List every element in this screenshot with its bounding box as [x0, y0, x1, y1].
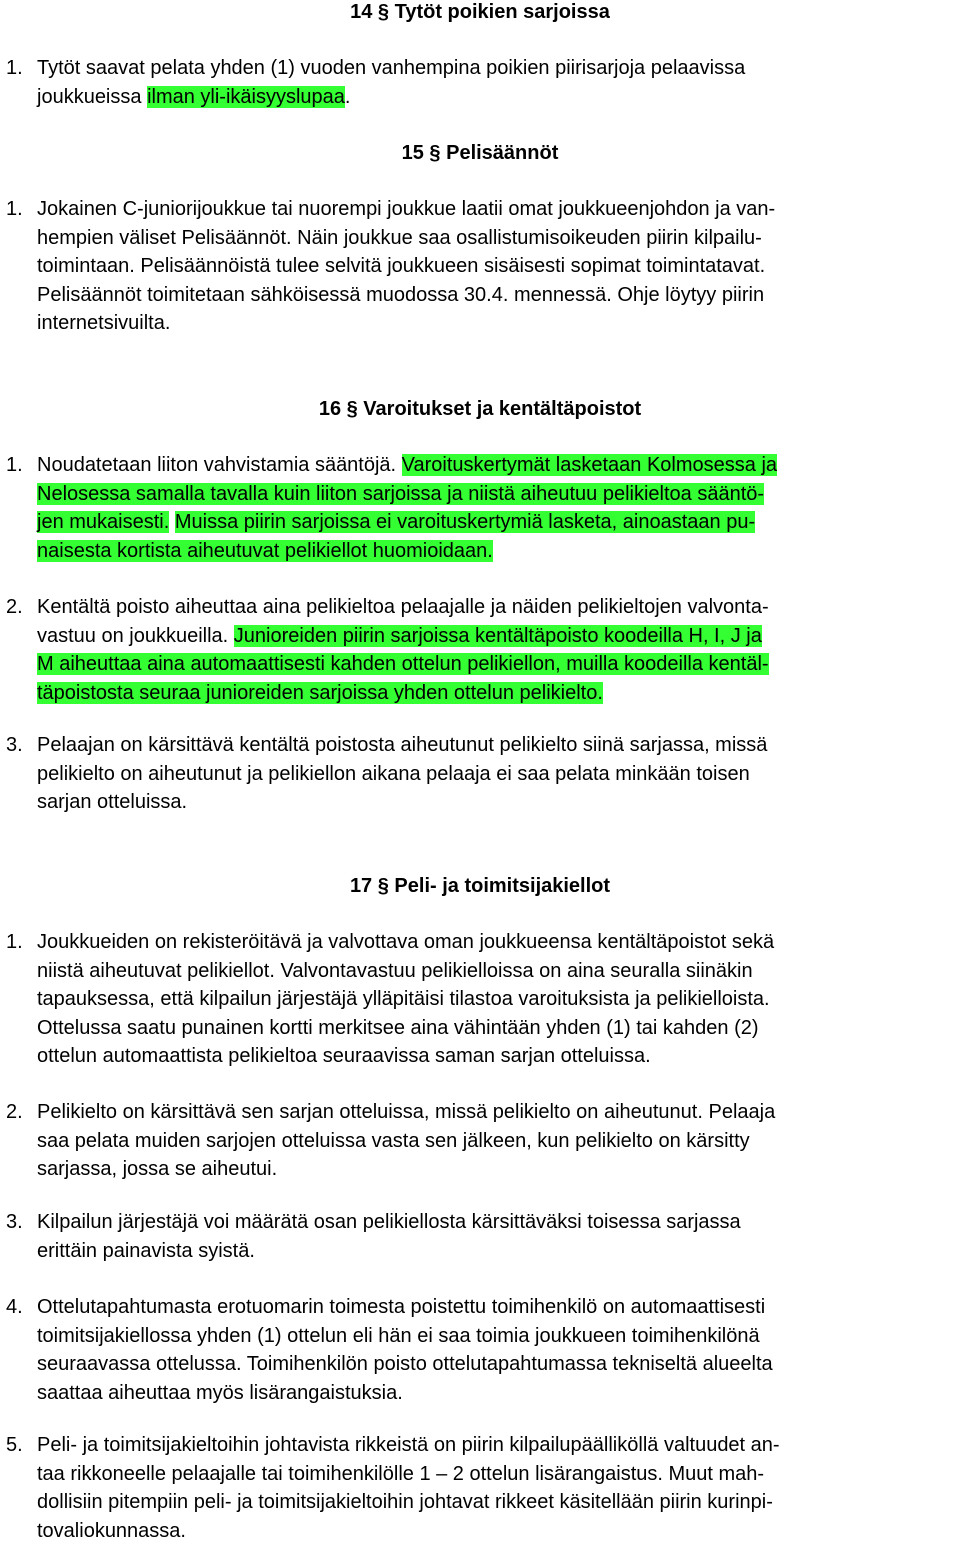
text-line	[37, 1098, 952, 1127]
text-line	[37, 195, 952, 224]
text-line	[37, 480, 952, 509]
section-16-item-2-text	[37, 593, 952, 707]
section-14-item-1-text	[37, 54, 952, 111]
text-line	[37, 650, 952, 679]
text-run: taa rikkoneelle pelaajalle tai toimihenkilölle 1 – 2 ottelun lisärangaistus. Muut mah-	[37, 1462, 765, 1485]
section-14-heading: 14 § Tytöt poikien sarjoissa	[350, 1, 610, 23]
section-15-heading: 15 § Pelisäännöt	[401, 142, 559, 164]
highlighted-text: Nelosessa samalla tavalla kuin liiton sarjoissa ja niistä aiheutuu pelikieltoa sääntö-	[37, 482, 765, 505]
section-17-item-5-text	[37, 1431, 952, 1545]
text-run: saattaa aiheuttaa myös lisärangaistuksia.	[37, 1381, 403, 1404]
text-run: niistä aiheutuvat pelikiellot. Valvontavastuu pelikielloissa on aina seuralla siinäkin	[37, 959, 753, 982]
text-line	[37, 1431, 952, 1460]
highlighted-text: naisesta kortista aiheutuvat pelikiellot huomioidaan.	[37, 539, 493, 562]
text-line	[37, 1127, 952, 1156]
section-16-item-3-number: 3.	[6, 734, 23, 756]
section-16-item-1-number: 1.	[6, 454, 23, 476]
section-15-item-1-text	[37, 195, 952, 338]
text-line	[37, 622, 952, 651]
text-line	[37, 985, 952, 1014]
highlighted-text: ilman yli-ikäisyyslupaa	[147, 85, 345, 108]
text-line	[37, 309, 952, 338]
text-run: .	[344, 85, 351, 108]
text-line	[37, 928, 952, 957]
text-run: Joukkueiden on rekisteröitävä ja valvottava oman joukkueensa kentältäpoistot sekä	[37, 931, 775, 953]
section-17-item-2-number: 2.	[6, 1101, 23, 1123]
text-line	[37, 679, 952, 708]
text-run: Tytöt saavat pelata yhden (1) vuoden vanhempina poikien piirisarjoja pelaavissa	[37, 57, 746, 79]
text-run: Kilpailun järjestäjä voi määrätä osan pelikiellosta kärsittäväksi toisessa sarjassa	[37, 1211, 741, 1233]
section-17-item-3-number: 3.	[6, 1211, 23, 1233]
text-line	[37, 1460, 952, 1489]
text-line	[37, 1350, 952, 1379]
text-run: sarjan otteluissa.	[37, 791, 188, 814]
section-17-item-2-text	[37, 1098, 952, 1184]
text-run: Pelaajan on kärsittävä kentältä poistosta aiheutunut pelikielto siinä sarjassa, missä	[37, 734, 768, 756]
section-17-item-1-text	[37, 928, 952, 1071]
text-run: hempien väliset Pelisäännöt. Näin joukkue saa osallistumisoikeuden piirin kilpailu-	[37, 226, 762, 249]
text-line	[37, 1155, 952, 1184]
text-run	[169, 511, 175, 533]
text-line	[37, 451, 952, 480]
section-17-item-5-number: 5.	[6, 1434, 23, 1456]
section-17-item-4-number: 4.	[6, 1296, 23, 1318]
text-line	[37, 1517, 952, 1545]
section-16-item-1-text	[37, 451, 952, 565]
text-run: ottelun automaattista pelikieltoa seuraavissa saman sarjan otteluissa.	[37, 1045, 651, 1068]
text-run: seuraavassa ottelussa. Toimihenkilön poisto ottelutapahtumassa tekniseltä alueelta	[37, 1353, 773, 1376]
text-line	[37, 1237, 952, 1266]
section-17-heading: 17 § Peli- ja toimitsijakiellot	[349, 875, 611, 897]
text-run: Ottelutapahtumasta erotuomarin toimesta poistettu toimihenkilö on automaattisesti	[37, 1296, 766, 1318]
highlighted-text: täpoistosta seuraa junioreiden sarjoissa yhden ottelun pelikielto.	[37, 681, 603, 704]
text-run: erittäin painavista syistä.	[37, 1239, 255, 1262]
highlighted-text: jen mukaisesti.	[37, 511, 170, 534]
text-line	[37, 1379, 952, 1408]
section-16-item-2-number: 2.	[6, 596, 23, 618]
section-16-item-3-text	[37, 731, 952, 817]
text-run: toimintaan. Pelisäännöistä tulee selvitä joukkueen sisäisesti sopimat toimintatavat.	[37, 255, 766, 278]
text-line	[37, 1293, 952, 1322]
text-run: tapauksessa, että kilpailun järjestäjä ylläpitäisi tilastoa varoituksista ja pelikielloista.	[37, 988, 770, 1011]
text-run: joukkueissa	[37, 85, 148, 108]
text-line	[37, 593, 952, 622]
section-17-item-4-text	[37, 1293, 952, 1407]
section-16-heading: 16 § Varoitukset ja kentältäpoistot	[318, 398, 642, 420]
section-17-item-1-number: 1.	[6, 931, 23, 953]
text-run: pelikielto on aiheutunut ja pelikiellon aikana pelaaja ei saa pelata minkään toisen	[37, 762, 750, 785]
text-line	[37, 508, 952, 537]
text-line	[37, 1014, 952, 1043]
text-run: Ottelussa saatu punainen kortti merkitsee aina vähintään yhden (1) tai kahden (2)	[37, 1016, 759, 1039]
text-line	[37, 54, 952, 83]
text-line	[37, 788, 952, 817]
text-run: internetsivuilta.	[37, 312, 171, 335]
text-line	[37, 957, 952, 986]
text-run: vastuu on joukkueilla.	[37, 624, 234, 647]
text-line	[37, 1208, 952, 1237]
text-run: tovaliokunnassa.	[37, 1519, 186, 1542]
highlighted-text: Varoituskertymät lasketaan Kolmosessa ja	[401, 454, 778, 476]
section-14-item-1-number: 1.	[6, 57, 23, 79]
text-line	[37, 224, 952, 253]
text-run: Pelikielto on kärsittävä sen sarjan otteluissa, missä pelikielto on aiheutunut. Pelaaja	[37, 1101, 776, 1123]
text-run: toimitsijakiellossa yhden (1) ottelun eli hän ei saa toimia joukkueen toimihenkilönä	[37, 1324, 760, 1347]
highlighted-text: Muissa piirin sarjoissa ei varoituskertymiä lasketa, ainoastaan pu-	[174, 511, 756, 534]
text-line	[37, 83, 952, 112]
text-line	[37, 537, 952, 566]
text-run: sarjassa, jossa se aiheutui.	[37, 1158, 278, 1181]
text-run: Pelisäännöt toimitetaan sähköisessä muodossa 30.4. mennessä. Ohje löytyy piirin	[37, 283, 765, 306]
text-run: Noudatetaan liiton vahvistamia sääntöjä.	[37, 454, 402, 476]
section-15-item-1-number: 1.	[6, 198, 23, 220]
text-run: Kentältä poisto aiheuttaa aina pelikieltoa pelaajalle ja näiden pelikieltojen valvonta-	[37, 596, 769, 618]
highlighted-text: M aiheuttaa aina automaattisesti kahden ottelun pelikiellon, muilla koodeilla kentäl-	[37, 653, 769, 676]
text-run: dollisiin pitempiin peli- ja toimitsijakieltoihin johtavat rikkeet käsitellään piirin kurinpi-	[37, 1491, 773, 1514]
text-line	[37, 760, 952, 789]
text-line	[37, 252, 952, 281]
text-line	[37, 281, 952, 310]
text-run: Jokainen C-juniorijoukkue tai nuorempi joukkue laatii omat joukkueenjohdon ja van-	[37, 198, 776, 220]
section-17-item-3-text	[37, 1208, 952, 1265]
text-line	[37, 1488, 952, 1517]
text-line	[37, 731, 952, 760]
text-run: saa pelata muiden sarjojen otteluissa vasta sen jälkeen, kun pelikielto on kärsitty	[37, 1129, 750, 1152]
text-line	[37, 1322, 952, 1351]
text-line	[37, 1042, 952, 1071]
text-run: Peli- ja toimitsijakieltoihin johtavista rikkeistä on piirin kilpailupäälliköllä valtuudet an-	[37, 1434, 780, 1456]
highlighted-text: Junioreiden piirin sarjoissa kentältäpoisto koodeilla H, I, J ja	[233, 624, 762, 647]
